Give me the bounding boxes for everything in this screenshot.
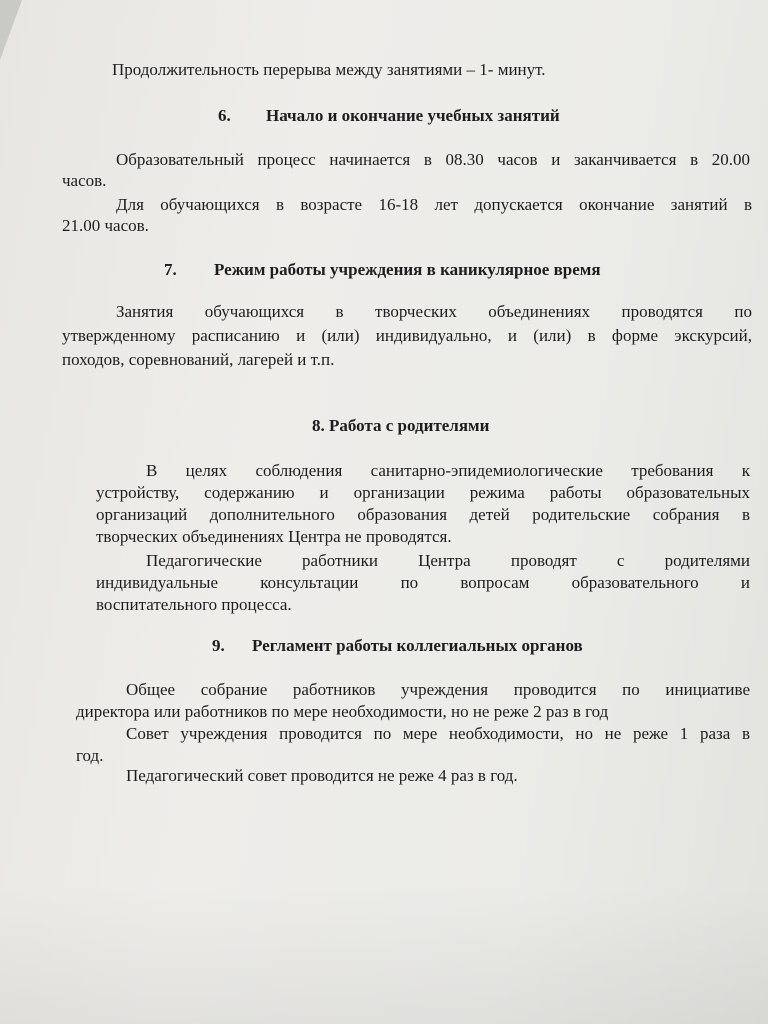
section-7-paragraph-1-line-2: утвержденному расписанию и (или) индивидуально, и (или) в форме экскурсий, — [62, 326, 752, 345]
section-8-paragraph-2-line-2: индивидуальные консультации по вопросам образовательного и — [96, 573, 750, 592]
section-8-paragraph-2-line-3: воспитательного процесса. — [96, 595, 292, 614]
section-8-paragraph-1-line-3: организаций дополнительного образования детей родительские собрания в — [96, 505, 750, 524]
section-8-heading: 8. Работа с родителями — [312, 416, 490, 435]
page-shadow — [0, 884, 768, 1024]
section-6-heading — [218, 106, 560, 126]
section-9-title: Регламент работы коллегиальных органов — [252, 636, 583, 655]
section-6-paragraph-1-line-2: часов. — [62, 171, 107, 190]
section-6-number: 6. — [218, 106, 231, 125]
section-8-paragraph-1-line-4: творческих объединениях Центра не проводятся. — [96, 527, 452, 546]
page-corner-fold — [0, 0, 22, 60]
section-7-paragraph-1-line-3: походов, соревнований, лагерей и т.п. — [62, 350, 335, 369]
section-6-paragraph-2-line-2: 21.00 часов. — [62, 216, 149, 235]
section-9-number: 9. — [212, 636, 225, 655]
section-7-number: 7. — [164, 260, 177, 279]
section-9-paragraph-1-line-1: Общее собрание работников учреждения проводится по инициативе — [126, 680, 750, 699]
section-6-paragraph-2-line-1: Для обучающихся в возрасте 16-18 лет допускается окончание занятий в — [116, 195, 752, 214]
section-8-paragraph-1-line-2: устройству, содержанию и организации режима работы образовательных — [96, 483, 750, 502]
section-6-paragraph-1-line-1: Образовательный процесс начинается в 08.30 часов и заканчивается в 20.00 — [116, 150, 750, 169]
section-9-heading — [212, 636, 583, 656]
section-9-paragraph-2-line-2: год. — [76, 746, 104, 765]
section-8-paragraph-2-line-1: Педагогические работники Центра проводят с родителями — [146, 551, 750, 570]
section-7-title: Режим работы учреждения в каникулярное время — [214, 260, 601, 279]
section-6-title: Начало и окончание учебных занятий — [266, 106, 560, 125]
section-8-paragraph-1-line-1: В целях соблюдения санитарно-эпидемиологические требования к — [146, 461, 750, 480]
intro-line: Продолжительность перерыва между занятиями – 1- минут. — [112, 60, 546, 79]
section-9-paragraph-1-line-2: директора или работников по мере необходимости, но не реже 2 раз в год — [76, 702, 609, 721]
section-7-paragraph-1-line-1: Занятия обучающихся в творческих объединениях проводятся по — [116, 302, 752, 321]
section-7-heading — [164, 260, 601, 280]
section-9-paragraph-2-line-1: Совет учреждения проводится по мере необходимости, но не реже 1 раза в — [126, 724, 750, 743]
section-9-paragraph-3-line-1: Педагогический совет проводится не реже 4 раз в год. — [126, 766, 518, 785]
